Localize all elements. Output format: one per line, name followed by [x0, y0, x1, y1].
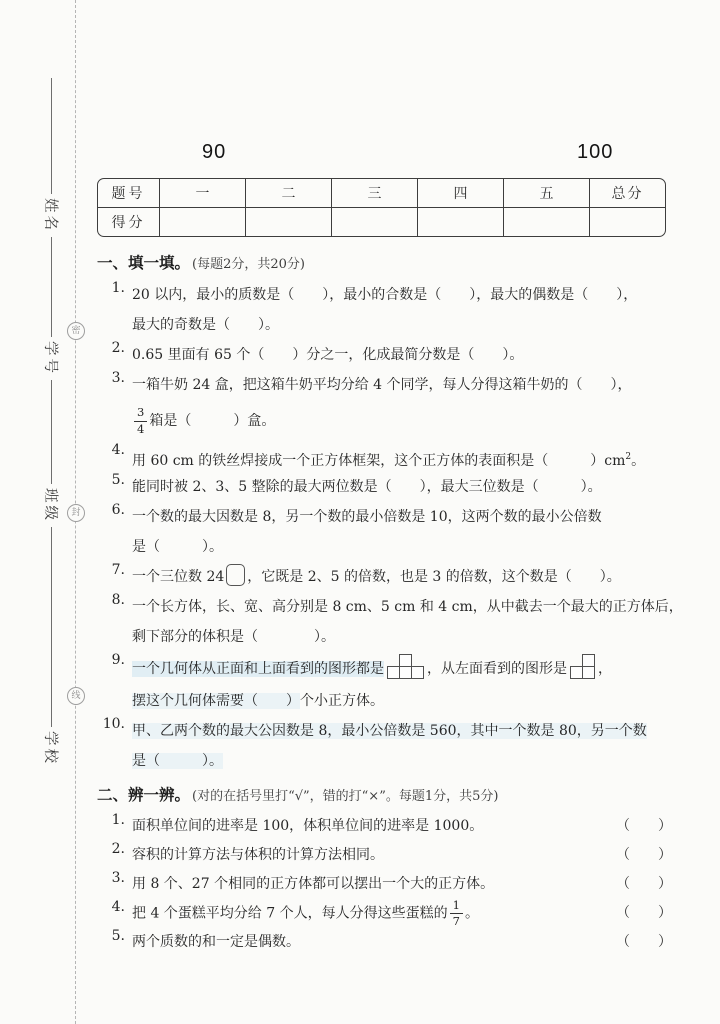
- question-number: 4.: [111, 442, 125, 458]
- section1-note: (每题2分，共20分): [192, 257, 305, 272]
- question-number: 6.: [111, 502, 125, 518]
- question-number: 2.: [111, 841, 125, 857]
- score-empty-cell: [245, 207, 331, 236]
- question-number: 5.: [111, 928, 125, 944]
- answer-bracket: （ ）: [616, 876, 672, 892]
- question-text: 0.65 里面有 65 个（ ）分之一，化成最简分数是（ ）。: [132, 347, 524, 363]
- seal-char-mi: 密: [67, 322, 85, 340]
- question-number: 9.: [111, 652, 125, 668]
- question-text: 面积单位间的进率是 100，体积单位间的进率是 1000。: [132, 818, 484, 834]
- question-text: 剩下部分的体积是（ ）。: [132, 629, 335, 645]
- question-text: 20 以内，最小的质数是（ ），最小的合数是（ ），最大的偶数是（ ），: [132, 287, 638, 303]
- section1-title: 一、填一填。: [97, 254, 191, 272]
- student-id-blank-line: [52, 237, 53, 337]
- question-number: 4.: [111, 899, 125, 915]
- question-text-segment: ，它既是 2、5 的倍数，也是 3 的倍数，这个数是（ ）。: [247, 569, 621, 585]
- score-empty-cell: [331, 207, 417, 236]
- seal-char-xian: 线: [67, 687, 85, 705]
- margin-label-student-id: 学号: [42, 341, 59, 376]
- question-text: [132, 400, 672, 442]
- fill-question-10: [97, 716, 672, 776]
- score-empty-cell: [159, 207, 245, 236]
- question-text-segment: 把 4 个蛋糕平均分给 7 个人，每人分得这些蛋糕的: [132, 905, 448, 922]
- fill-question-1: [97, 280, 672, 340]
- score-empty-cell: [503, 207, 589, 236]
- fraction-numerator: 1: [450, 899, 463, 914]
- margin-label-class: 班级: [42, 488, 59, 523]
- answer-bracket: （ ）: [616, 934, 672, 950]
- student-info-margin: [41, 78, 63, 798]
- section1-heading: [97, 248, 672, 280]
- question-text: 用 8 个、27 个相同的正方体都可以摆出一个大的正方体。: [132, 876, 495, 892]
- question-number: 7.: [111, 562, 125, 578]
- score-table-header-cell: 一: [159, 179, 245, 207]
- score-table-header-cell: 三: [331, 179, 417, 207]
- question-text: 一个数的最大因数是 8，另一个数的最小倍数是 10，这两个数的最小公倍数: [132, 509, 602, 525]
- question-text-segment: 甲、乙两个数的最大公因数是 8，最小公倍数是 560，其中一个数是 80，另一个数: [132, 723, 647, 739]
- header-number-100: 100: [577, 141, 614, 163]
- question-number: 5.: [111, 472, 125, 488]
- tf-question-3: [97, 870, 672, 899]
- fill-question-7: [97, 562, 672, 592]
- question-text: 最大的奇数是（ ）。: [132, 317, 279, 333]
- question-text-segment: ，从左面看到的图形是: [427, 661, 567, 677]
- tf-question-2: [97, 841, 672, 870]
- section2-heading: [97, 780, 672, 812]
- margin-label-school: 学校: [42, 731, 59, 766]
- section2-note: (对的在括号里打“√”，错的打“×”。每题1分，共5分): [192, 789, 499, 804]
- question-text: [132, 746, 672, 776]
- score-label-cell: 得分: [98, 207, 159, 236]
- class-blank-line: [52, 380, 53, 484]
- question-text: 是（ ）。: [132, 539, 223, 555]
- question-text: [132, 686, 672, 716]
- answer-bracket: （ ）: [616, 847, 672, 863]
- fraction-denominator: 4: [137, 421, 145, 436]
- question-text-segment: 。: [631, 453, 646, 469]
- score-table-header-cell: 二: [245, 179, 331, 207]
- fraction-one-seventh: [450, 899, 463, 928]
- fraction-numerator: 3: [134, 406, 147, 421]
- question-number: 1.: [111, 812, 125, 828]
- question-number: 3.: [111, 870, 125, 886]
- score-empty-cell: [589, 207, 665, 236]
- question-text-segment: 是（ ）。: [132, 753, 223, 769]
- answer-bracket: （ ）: [616, 905, 672, 921]
- fill-question-9: [97, 652, 672, 716]
- left-view-shape: [570, 654, 595, 679]
- seal-char-feng: 封: [67, 504, 85, 522]
- score-table-header-cell: 五: [503, 179, 589, 207]
- superscript-2: 2: [625, 452, 632, 462]
- tf-question-5: [97, 928, 672, 957]
- tf-question-4: [97, 899, 672, 928]
- true-false-block: [97, 812, 672, 957]
- question-text: [132, 716, 672, 746]
- question-text-segment: 一个三位数 24: [132, 569, 225, 585]
- fraction-three-fourths: [134, 406, 147, 435]
- question-number: 1.: [111, 280, 125, 296]
- question-text-segment: 摆这个几何体需要（ ）: [132, 693, 300, 709]
- question-text-segment: 用 60 cm 的铁丝焊接成一个正方体框架，这个正方体的表面积是（ ）cm: [132, 453, 626, 469]
- question-text-segment: 一个几何体从正面和上面看到的图形都是: [132, 661, 384, 677]
- questions-area: [97, 248, 683, 957]
- question-number: 8.: [111, 592, 125, 608]
- section2-title: 二、辨一辨。: [97, 786, 191, 804]
- fill-question-8: [97, 592, 683, 652]
- question-number: 3.: [111, 370, 125, 386]
- question-text-segment: 。: [464, 905, 479, 922]
- fill-question-4: [97, 442, 672, 472]
- score-table-header-cell: 四: [417, 179, 503, 207]
- score-table-header-cell: 总分: [589, 179, 665, 207]
- name-blank-line: [52, 78, 53, 194]
- header-number-90: 90: [202, 141, 227, 163]
- question-text: [132, 562, 672, 592]
- question-text: 一个长方体，长、宽、高分别是 8 cm、5 cm 和 4 cm，从中截去一个最大的正方体后，: [132, 599, 683, 615]
- fill-question-2: [97, 340, 672, 370]
- question-number: 10.: [102, 716, 125, 732]
- front-top-view-shape: [387, 654, 424, 679]
- question-text: 能同时被 2、3、5 整除的最大两位数是（ ），最大三位数是（ ）。: [132, 479, 602, 495]
- fill-question-6: [97, 502, 672, 562]
- question-text: 两个质数的和一定是偶数。: [132, 934, 300, 950]
- question-text-segment: 箱是（ ）盒。: [149, 413, 276, 429]
- score-table-header-cell: 题号: [111, 186, 146, 202]
- tf-question-1: [97, 812, 672, 841]
- score-empty-cell: [417, 207, 503, 236]
- question-text-segment: 个小正方体。: [300, 693, 384, 709]
- fraction-denominator: 7: [452, 914, 460, 929]
- score-table: [97, 178, 666, 237]
- school-blank-line: [52, 527, 53, 727]
- question-text: [132, 899, 616, 928]
- question-text: [132, 652, 672, 686]
- missing-digit-box: [226, 564, 245, 586]
- question-text-segment: ，: [598, 661, 612, 677]
- margin-label-name: 姓名: [42, 198, 59, 233]
- question-text: 容积的计算方法与体积的计算方法相同。: [132, 847, 384, 863]
- question-number: 2.: [111, 340, 125, 356]
- answer-bracket: （ ）: [616, 818, 672, 834]
- question-text: 一箱牛奶 24 盒，把这箱牛奶平均分给 4 个同学，每人分得这箱牛奶的（ ），: [132, 377, 632, 393]
- fill-question-3: [97, 370, 672, 442]
- fill-question-5: [97, 472, 672, 502]
- question-text: [132, 442, 672, 472]
